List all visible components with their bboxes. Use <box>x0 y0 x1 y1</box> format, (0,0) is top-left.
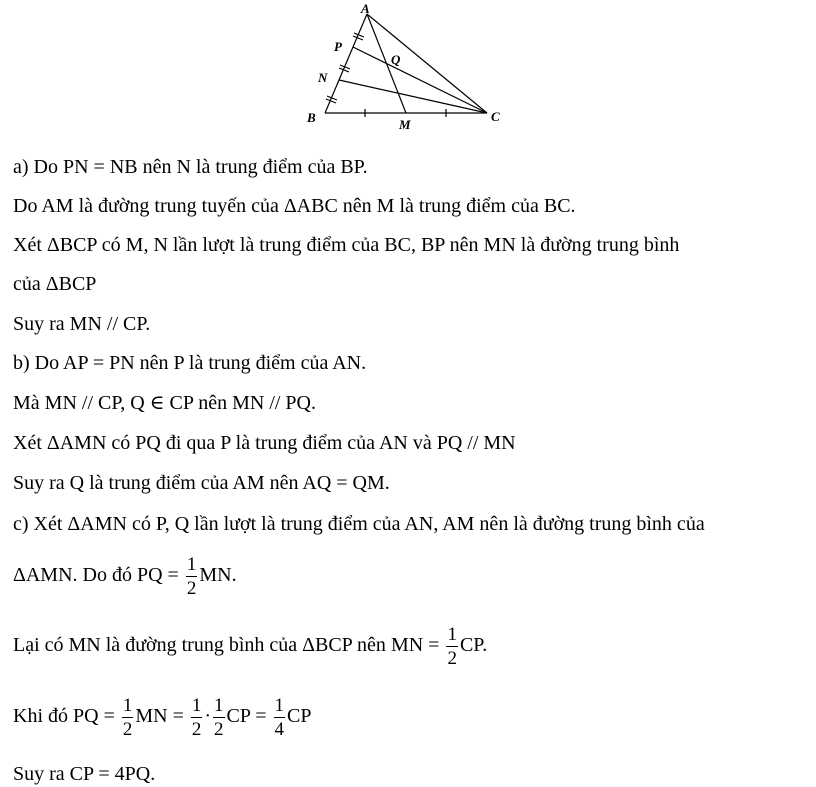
label-m: M <box>399 117 411 132</box>
fraction-denominator: 4 <box>274 719 285 740</box>
fraction-numerator: 1 <box>186 554 197 575</box>
label-q: Q <box>391 52 401 67</box>
label-a: A <box>361 1 370 16</box>
fraction-denominator: 2 <box>447 648 457 669</box>
segment-ac <box>367 14 487 113</box>
line-13-term-3: CP <box>287 705 312 728</box>
line-13-prefix: Khi đó <box>13 705 73 728</box>
text-line-8: Xét ΔAMN có PQ đi qua P là trung điểm của AN và PQ // MN <box>13 432 516 454</box>
line-13-term-2: CP = <box>226 705 272 728</box>
fraction-numerator: 1 <box>122 695 133 716</box>
text-line-9: Suy ra Q là trung điểm của AM nên AQ = QM. <box>13 472 390 494</box>
fraction <box>191 696 203 739</box>
text-line-12 <box>13 625 487 668</box>
fraction <box>446 625 458 668</box>
line-12-prefix: Lại có MN là đường trung bình của ΔBCP nên <box>13 634 391 657</box>
text-line-7: Mà MN // CP, Q ∈ CP nên MN // PQ. <box>13 392 316 414</box>
fraction-denominator: 2 <box>186 578 197 599</box>
text-line-6: b) Do AP = PN nên P là trung điểm của AN. <box>13 352 367 374</box>
text-line-4: của ΔBCP <box>13 273 97 295</box>
label-b: B <box>307 110 316 125</box>
fraction <box>213 696 225 739</box>
fraction-numerator: 1 <box>447 624 457 645</box>
triangle-figure <box>0 0 816 140</box>
line-11-prefix: ΔAMN. Do đó <box>13 564 137 587</box>
fraction <box>122 696 134 739</box>
text-line-3: Xét ΔBCP có M, N lần lượt là trung điểm của BC, BP nên MN là đường trung bình <box>13 234 680 256</box>
label-n: N <box>318 70 328 85</box>
tick-marks-ab <box>326 33 364 103</box>
label-c: C <box>491 109 500 124</box>
text-line-14: Suy ra CP = 4PQ. <box>13 763 156 785</box>
fraction-numerator: 1 <box>274 695 285 716</box>
fraction <box>274 696 286 739</box>
line-11-rhs: MN. <box>199 564 237 587</box>
fraction-numerator: 1 <box>214 695 224 716</box>
line-11-lhs: PQ = <box>136 564 184 587</box>
text-line-5: Suy ra MN // CP. <box>13 313 151 335</box>
line-13-dot: · <box>204 705 212 728</box>
fraction <box>186 555 198 598</box>
text-line-10: c) Xét ΔAMN có P, Q lần lượt là trung điểm của AN, AM nên là đường trung bình của <box>13 513 705 535</box>
fraction-denominator: 2 <box>191 719 202 740</box>
fraction-denominator: 2 <box>122 719 133 740</box>
line-13-lhs: PQ = <box>73 705 120 728</box>
line-12-rhs: CP. <box>459 634 488 657</box>
segment-cn <box>339 80 487 113</box>
text-line-1: a) Do PN = NB nên N là trung điểm của BP. <box>13 156 368 178</box>
fraction-denominator: 2 <box>214 719 224 740</box>
segment-cp <box>353 47 487 113</box>
text-line-11 <box>13 555 237 598</box>
label-p: P <box>334 39 342 54</box>
line-12-lhs: MN = <box>390 634 445 657</box>
line-13-term-1: MN = <box>135 705 189 728</box>
fraction-numerator: 1 <box>191 695 202 716</box>
text-line-2: Do AM là đường trung tuyến của ΔABC nên M là trung điểm của BC. <box>13 195 576 217</box>
text-line-13 <box>13 696 312 739</box>
